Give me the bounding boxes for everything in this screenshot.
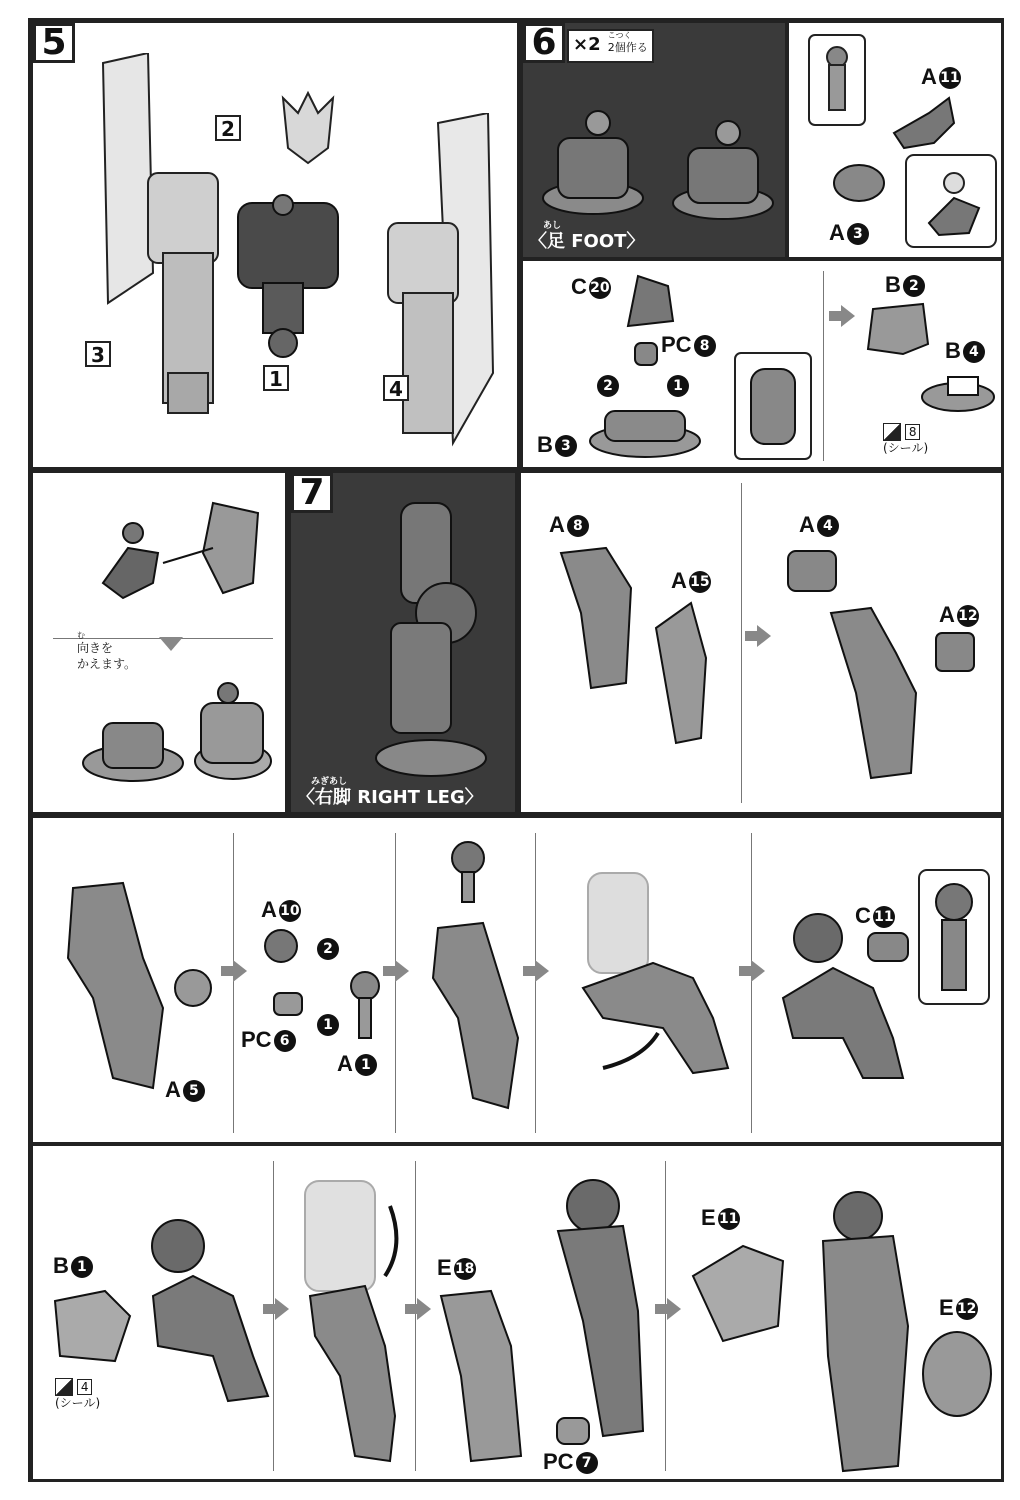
joint-cap-part-illustration [261,926,301,966]
heel-cover-illustration [863,299,933,359]
rotate-note-ruby: む [77,631,85,640]
leg-assembly-row-2 [30,1143,1004,1482]
part-label-1: 1 [263,365,289,391]
leg-assembly-row-1 [30,815,1004,1145]
step-6-foot-reference-panel [520,20,788,260]
knee-block-illustration [783,543,843,598]
knee-cap-illustration [863,928,913,968]
panel-divider [395,833,396,1133]
part-label-pc7: PC 7 [543,1450,598,1474]
right-shield-illustration [378,113,518,463]
poly-cap-illustration [631,339,661,369]
poly-cap-7-illustration [553,1414,593,1450]
ankle-joint-callout [807,33,867,143]
part-label-b1: B 1 [53,1254,93,1278]
foot-base-illustration [585,401,705,461]
seal-number: 4 [77,1379,93,1395]
part-label-b2: B 2 [885,273,925,297]
step-7-thigh-panel [518,470,1004,815]
right-leg-caption [297,777,483,809]
heel-part-illustration [918,365,998,415]
part-label-pc6: PC 6 [241,1028,296,1052]
make-two-badge [567,29,654,63]
foot-caption [529,221,644,253]
right-leg-illustration [361,493,501,783]
sole-callout [733,351,813,461]
panel-divider [535,833,536,1133]
next-step-arrow [667,1298,681,1320]
part-label-c11: C 11 [855,903,894,928]
calf-armor-illustration [683,1236,793,1346]
step-5-panel [30,20,520,470]
part-label-c20: C 20 [571,274,610,299]
rotate-note [77,631,136,672]
step-6-ankle-panel [786,20,1004,260]
joint-cap-illustration [829,158,889,208]
part-label-pc8: PC 8 [661,333,716,357]
rotate-note-line1: 向きを [77,641,114,655]
next-step-arrow [233,960,247,982]
knee-detail-callout [917,868,991,1008]
ball-joint-illustration [345,968,385,1048]
foot-pair-illustration [533,93,783,223]
step-7-right-leg-panel [288,470,518,815]
leg-frame-side-illustration [543,1171,653,1441]
toe-part-illustration [618,266,678,336]
seal-number: 8 [905,424,921,440]
seal-reference [55,1378,100,1410]
poly-cap-6-illustration [271,990,305,1020]
thigh-cover-illustration [651,598,711,748]
multiplier-note: 2個作る [607,41,648,54]
down-arrow-icon [159,637,183,651]
part-label-3: 3 [85,341,111,367]
caption-text: 〈右脚 RIGHT LEG〉 [297,787,483,808]
next-step-arrow [417,1298,431,1320]
part-label-b3: B 3 [537,433,577,457]
lower-leg-assembled-illustration [803,1186,923,1476]
assembled-ankle-callout [904,153,999,253]
caption-ruby: あし [543,221,562,231]
part-label-e18: E 18 [437,1255,475,1280]
next-step-arrow [751,960,765,982]
caption-text: 〈足 FOOT〉 [529,231,645,252]
foot-joined-illustration [73,673,273,793]
next-step-arrow [395,960,409,982]
shin-armor-illustration [431,1286,531,1466]
step-number: 6 [523,23,565,63]
seal-reference [883,423,928,455]
knee-joint-illustration [931,628,981,678]
lower-leg-frame-illustration [53,878,213,1098]
torso-illustration [228,183,348,363]
panel-divider [233,833,234,1133]
panel-divider [751,833,752,1133]
next-step-arrow [841,305,855,327]
left-shield-illustration [73,53,223,423]
multiplier-ruby: こつく [607,31,632,40]
part-label-4: 4 [383,375,409,401]
part-label-e12: E 12 [939,1295,977,1320]
order-1-marker: 1 [315,1012,339,1036]
part-label-2: 2 [215,115,241,141]
part-label-a10: A 10 [261,897,300,922]
seal-note: (シール) [55,1396,101,1410]
knee-fold-illustration [295,1176,415,1466]
panel-divider [273,1161,274,1471]
ankle-part-illustration [889,93,959,153]
ankle-attach-illustration [73,493,263,613]
thigh-assembled-illustration [821,603,931,783]
part-label-a12: A 12 [939,602,978,627]
next-step-arrow [535,960,549,982]
next-step-arrow [757,625,771,647]
head-illustration [273,88,343,168]
knee-insert-illustration [418,838,528,1118]
thigh-frame-illustration [551,543,651,693]
panel-divider [741,483,742,803]
part-label-a4: A 4 [799,513,839,537]
panel-divider [415,1161,416,1471]
order-2-marker: 2 [595,373,619,397]
next-step-arrow [275,1298,289,1320]
step-6-rotate-panel [30,470,288,815]
step-number: 7 [291,473,333,513]
seal-note: (シール) [883,441,929,455]
order-1-marker: 1 [665,373,689,397]
knee-armor-illustration [45,1286,135,1366]
ankle-guard-illustration [917,1324,997,1424]
part-label-a5: A 5 [165,1078,205,1102]
knee-bend-illustration [563,868,743,1078]
part-label-b4: B 4 [945,339,985,363]
part-label-a1: A 1 [337,1052,377,1076]
rotate-note-line2: かえます。 [77,657,137,671]
multiplier: ×2 [573,34,601,55]
panel-divider [665,1161,666,1471]
step-6-foot-assembly-panel [520,258,1004,470]
part-label-a15: A 15 [671,568,710,593]
panel-divider [823,271,824,461]
part-label-a3: A 3 [829,221,869,245]
step-number: 5 [33,23,75,63]
lower-leg-knee-illustration [133,1206,273,1416]
part-label-e11: E 11 [701,1205,739,1230]
caption-ruby: みぎあし [311,777,348,787]
part-label-a11: A 11 [921,64,960,89]
order-2-marker: 2 [315,936,339,960]
part-label-a8: A 8 [549,513,589,537]
